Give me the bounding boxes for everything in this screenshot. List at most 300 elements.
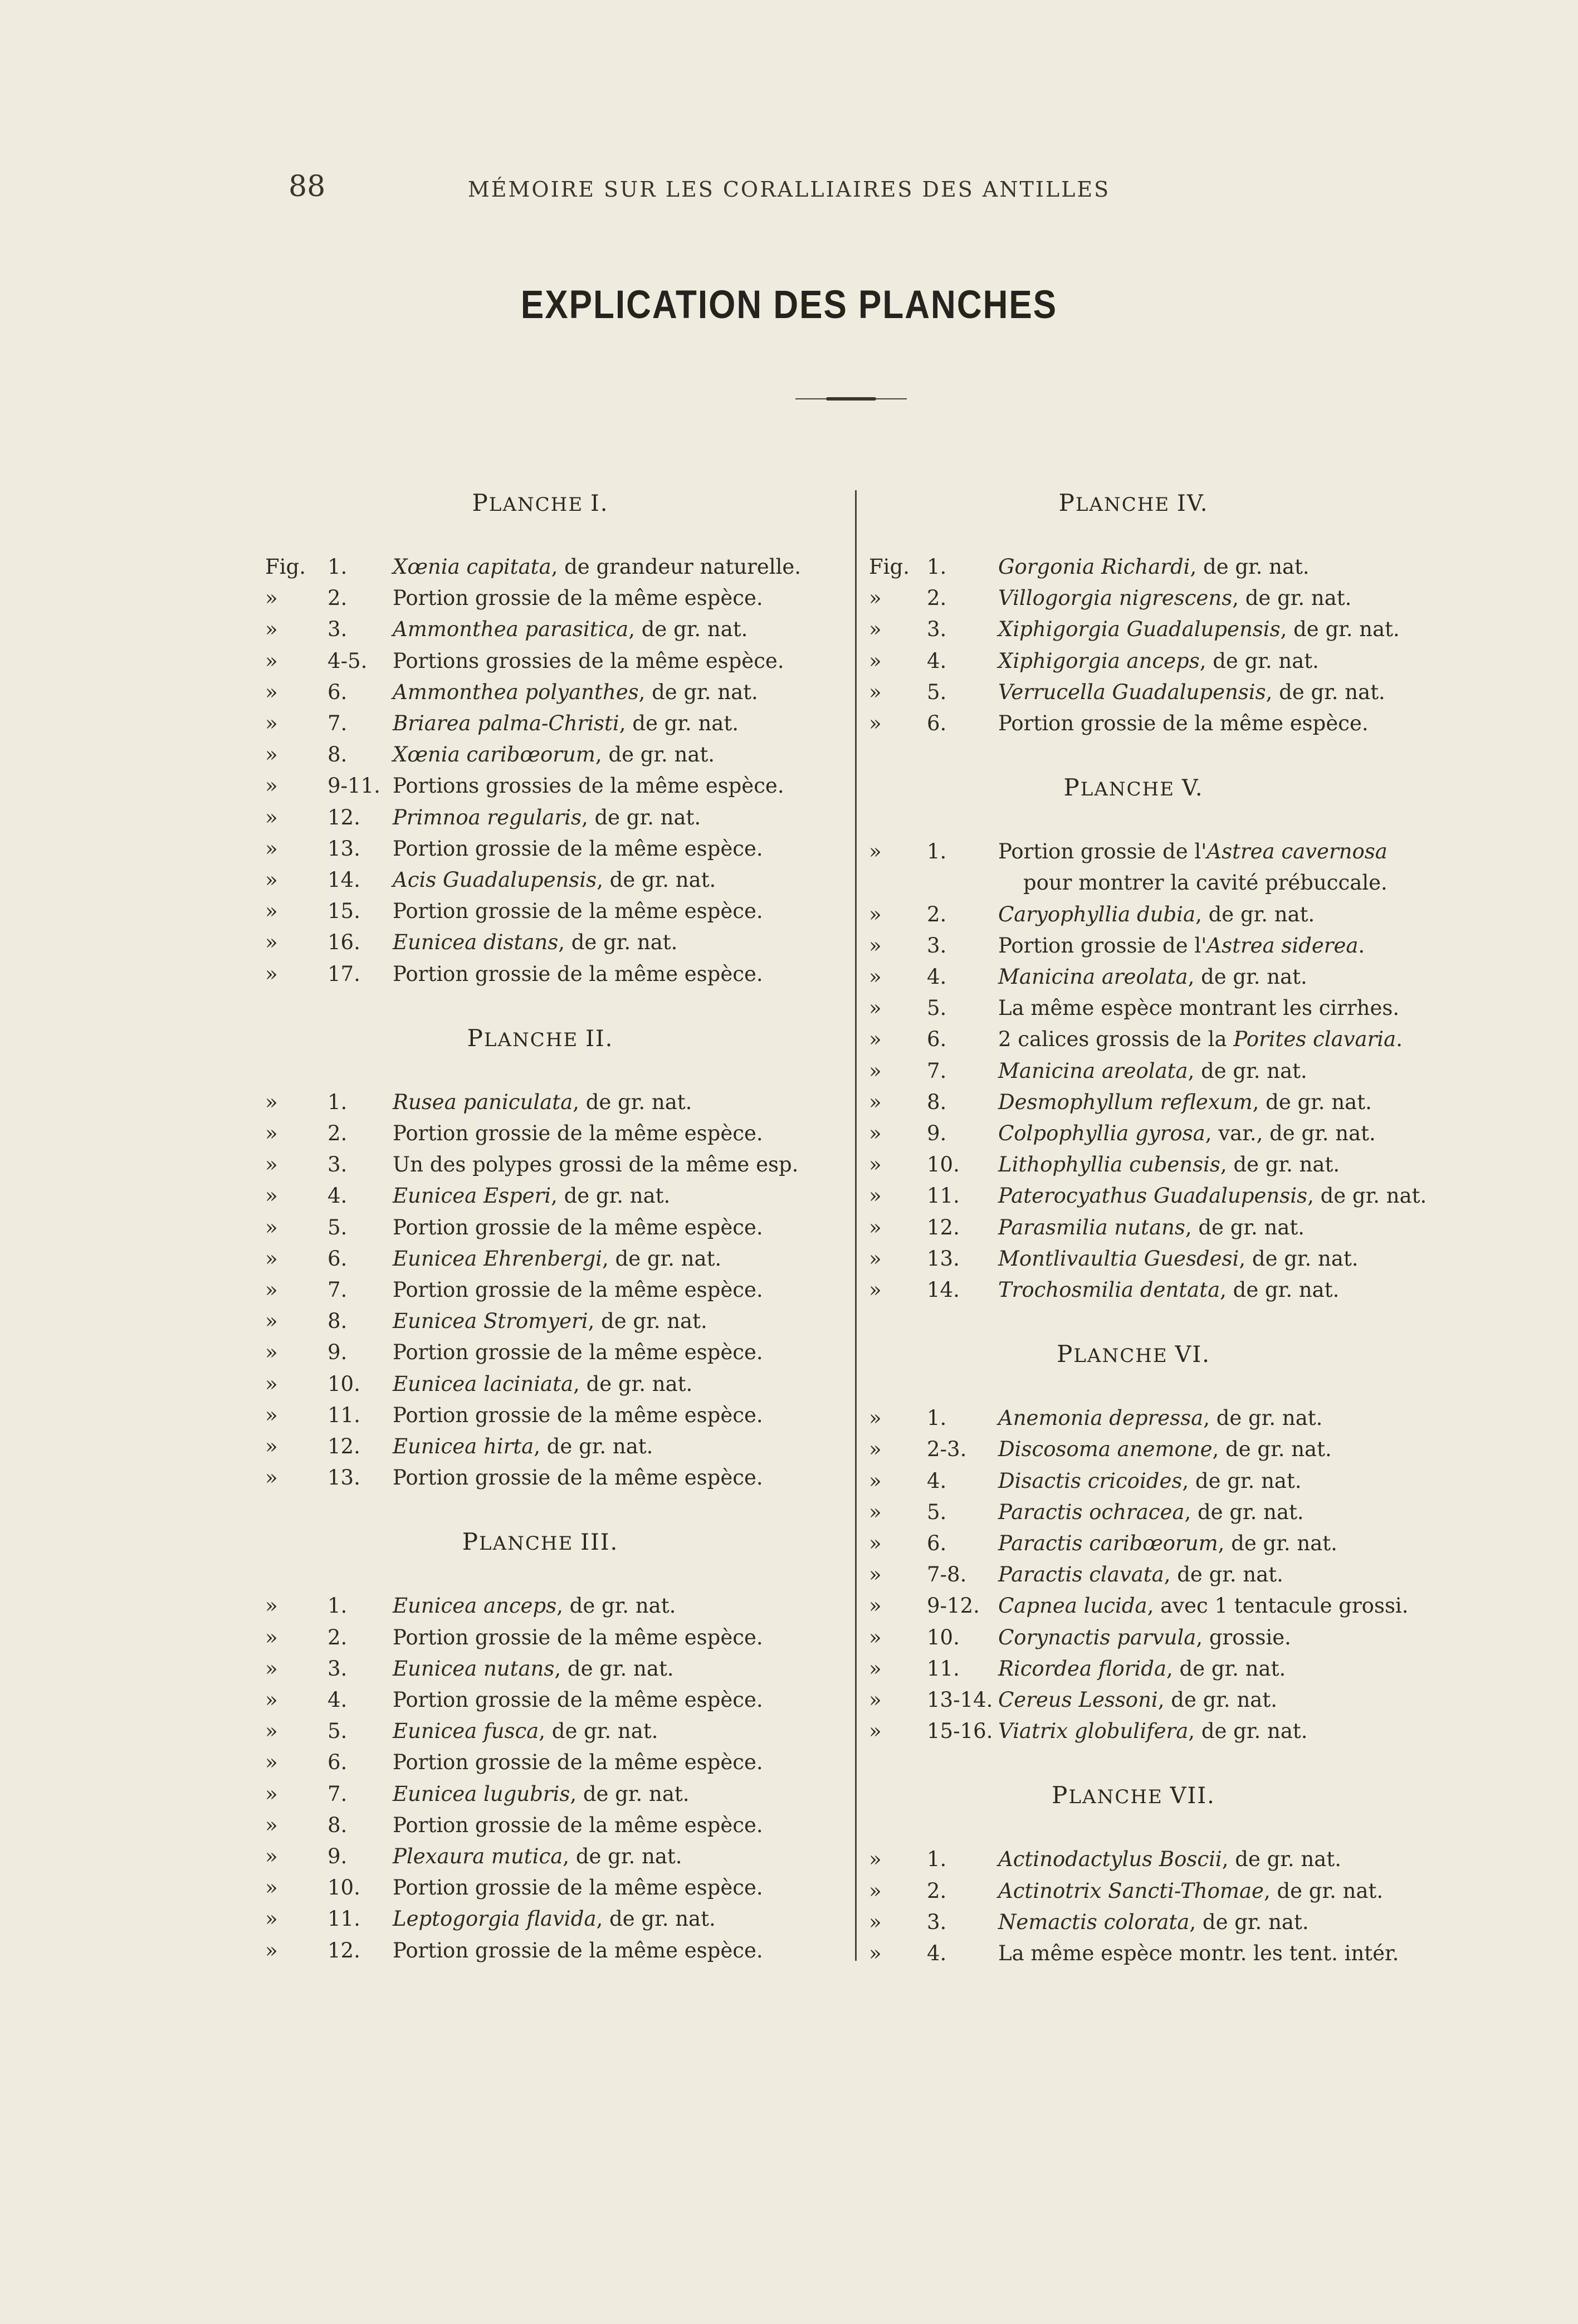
- figure-description: [998, 899, 1315, 930]
- figure-number: 6.: [927, 1531, 947, 1555]
- description-text: , de gr. nat.: [628, 617, 748, 642]
- figure-description: [393, 583, 763, 614]
- figure-number: 2.: [328, 1121, 348, 1145]
- description-text: , de gr. nat.: [595, 743, 715, 767]
- figure-number: 2.: [927, 1878, 947, 1903]
- figure-marker: »: [869, 680, 882, 704]
- species-name: Eunicea nutans: [393, 1656, 555, 1681]
- figure-entry: [266, 551, 840, 583]
- figure-description: [393, 1118, 763, 1149]
- figure-number: 1.: [328, 1090, 348, 1114]
- species-name: Eunicea lugubris: [393, 1781, 570, 1806]
- description-text: , de gr. nat.: [1252, 1090, 1372, 1114]
- figure-number: 14.: [927, 1278, 960, 1302]
- figure-number: 6.: [328, 680, 348, 704]
- plate-heading-initial: P: [467, 1024, 484, 1052]
- figure-description: [393, 1431, 653, 1462]
- figure-description: [998, 677, 1385, 708]
- figure-number: 4.: [927, 648, 947, 673]
- species-name: Leptogorgia flavida: [393, 1907, 597, 1931]
- figure-description: [998, 1024, 1403, 1055]
- figure-number: 5.: [927, 680, 947, 704]
- figure-number: 2.: [927, 586, 947, 611]
- figure-number: 7.: [927, 1058, 947, 1083]
- description-text: , de gr. nat.: [1182, 1468, 1302, 1493]
- description-text: , de gr. nat.: [573, 1090, 692, 1114]
- description-text: Un des polypes grossi de la même esp.: [393, 1153, 799, 1177]
- figure-number: 17.: [328, 961, 360, 986]
- figure-marker: »: [265, 1750, 278, 1775]
- species-name: Eunicea Stromyeri: [393, 1309, 588, 1334]
- figure-description: [393, 1590, 676, 1622]
- figure-marker: »: [869, 1153, 882, 1177]
- figure-description: [393, 1810, 763, 1841]
- figure-number: 5.: [328, 1719, 348, 1744]
- figure-entry: [870, 708, 1444, 739]
- description-text: , de gr. nat.: [619, 711, 739, 735]
- figure-description: [393, 646, 784, 677]
- figure-number: 5.: [328, 1215, 348, 1239]
- species-name: Villogorgia nigrescens: [998, 586, 1233, 611]
- figure-entry: [266, 1462, 840, 1493]
- figure-entry: [266, 614, 840, 645]
- plate-heading: [883, 489, 1384, 516]
- figure-number: 12.: [328, 1938, 360, 1962]
- description-text: Portion grossie de la même espèce.: [393, 1876, 763, 1900]
- figure-description: [393, 739, 715, 770]
- species-name: Xiphigorgia Guadalupensis: [998, 617, 1281, 642]
- species-name: Porites clavaria: [1233, 1027, 1396, 1052]
- description-text: , de gr. nat.: [596, 1907, 716, 1931]
- figure-marker: »: [265, 648, 278, 673]
- figure-marker: »: [265, 1403, 278, 1427]
- figure-number: 7-8.: [927, 1563, 967, 1587]
- figure-entry: [870, 1528, 1444, 1559]
- species-name: Paterocyathus Guadalupensis: [998, 1184, 1308, 1208]
- figure-entry: [870, 1024, 1444, 1055]
- figure-marker: »: [869, 996, 882, 1021]
- figure-marker: »: [869, 1246, 882, 1271]
- figure-marker: »: [265, 1090, 278, 1114]
- species-name: Actinodactylus Boscii: [998, 1847, 1222, 1872]
- figure-marker: »: [869, 586, 882, 611]
- figure-number: 15.: [328, 899, 360, 924]
- figure-description: [393, 1841, 682, 1872]
- species-name: Eunicea anceps: [393, 1594, 557, 1618]
- figure-description: [998, 1528, 1337, 1559]
- figure-description: [998, 1275, 1339, 1306]
- figure-number: 3.: [927, 1910, 947, 1934]
- figure-entry: [870, 1212, 1444, 1243]
- figure-marker: »: [869, 1847, 882, 1872]
- figure-marker: »: [265, 1938, 278, 1962]
- figure-description: [393, 1716, 658, 1747]
- figure-entry: [870, 1716, 1444, 1747]
- description-text: , de gr. nat.: [588, 1309, 707, 1334]
- figure-marker: »: [869, 1027, 882, 1052]
- figure-number: 13.: [328, 1466, 360, 1490]
- figure-number: 13-14.: [927, 1688, 993, 1712]
- species-name: Anemonia depressa: [998, 1406, 1204, 1430]
- figure-entry: [870, 1938, 1444, 1969]
- plate-heading: [883, 774, 1384, 801]
- figure-entry: [870, 1844, 1444, 1875]
- figure-description: [393, 1180, 670, 1212]
- figure-description: [393, 896, 763, 927]
- description-text: Portion grossie de la même espèce.: [393, 1215, 763, 1239]
- description-text: Portion grossie de la même espèce.: [393, 836, 763, 861]
- figure-entry: [870, 1622, 1444, 1653]
- plate-heading-number: VII.: [1170, 1783, 1215, 1809]
- figure-number: 3.: [927, 933, 947, 958]
- figure-description: [393, 1685, 763, 1716]
- description-text: , de gr. nat.: [539, 1719, 658, 1744]
- figure-marker: »: [265, 1781, 278, 1806]
- description-text: , de gr. nat.: [1218, 1531, 1337, 1555]
- figure-number: 3.: [927, 617, 947, 642]
- figure-description: [393, 1243, 721, 1275]
- figure-number: 15-16.: [927, 1719, 993, 1744]
- figure-entry: [266, 1810, 840, 1841]
- figure-marker: »: [265, 1466, 278, 1490]
- description-prefix: Portion grossie de l': [998, 839, 1207, 864]
- description-text: Portion grossie de la même espèce.: [393, 1121, 763, 1145]
- plate-heading-initial: P: [1052, 1781, 1069, 1809]
- figure-description-continuation: pour montrer la cavité prébuccale.: [1023, 871, 1388, 895]
- description-text: , grossie.: [1196, 1625, 1291, 1649]
- description-text: , de gr. nat.: [1184, 1500, 1304, 1524]
- figure-description: [998, 1876, 1383, 1907]
- figure-marker: »: [265, 1656, 278, 1681]
- plate-heading-word: LANCHE: [1073, 1345, 1168, 1368]
- figure-description: [393, 802, 701, 833]
- description-text: Portion grossie de la même espèce.: [393, 1750, 763, 1775]
- figure-number: 6.: [328, 1246, 348, 1271]
- species-name: Gorgonia Richardi: [998, 555, 1190, 579]
- description-prefix: Portion grossie de l': [998, 933, 1207, 958]
- species-name: Plexaura mutica: [393, 1844, 563, 1868]
- figure-description: [393, 833, 763, 865]
- species-name: Corynactis parvula: [998, 1625, 1196, 1649]
- species-name: Paractis caribœorum: [998, 1531, 1218, 1555]
- figure-entry: [870, 1466, 1444, 1497]
- species-name: Briarea palma-Christi: [393, 711, 619, 735]
- figure-marker: »: [265, 1278, 278, 1302]
- description-text: , de gr. nat.: [1188, 1058, 1307, 1083]
- figure-entry: [266, 739, 840, 770]
- plate-heading-word: LANCHE: [483, 1028, 579, 1051]
- figure-marker: »: [869, 1688, 882, 1712]
- running-title: MÉMOIRE SUR LES CORALLIAIRES DES ANTILLES: [467, 177, 1111, 202]
- species-name: Ammonthea polyanthes: [393, 680, 639, 704]
- figure-entry: [266, 1747, 840, 1778]
- species-name: Eunicea Ehrenbergi: [393, 1246, 602, 1271]
- plate-heading: [290, 1528, 791, 1555]
- figure-description: [998, 1149, 1340, 1180]
- figure-description: [998, 1243, 1359, 1275]
- species-name: Colpophyllia gyrosa: [998, 1121, 1205, 1145]
- description-text: , de gr. nat.: [570, 1781, 690, 1806]
- figure-number: 3.: [328, 1656, 348, 1681]
- figure-entry: [266, 1400, 840, 1431]
- figure-number: 7.: [328, 1278, 348, 1302]
- description-text: , de gr. nat.: [1212, 1437, 1332, 1462]
- plate-heading: [883, 1781, 1384, 1809]
- figure-marker: »: [869, 1090, 882, 1114]
- figure-number: 10.: [927, 1625, 960, 1649]
- species-name: Manicina areolata: [998, 1058, 1188, 1083]
- figure-description: [393, 551, 801, 583]
- figure-description: [998, 1403, 1322, 1434]
- figure-marker: »: [265, 743, 278, 767]
- figure-entry: [266, 770, 840, 802]
- figure-entry: [870, 646, 1444, 677]
- description-prefix: 2 calices grossis de la: [998, 1027, 1234, 1052]
- figure-description: [998, 1716, 1308, 1747]
- figure-number: 4.: [927, 965, 947, 989]
- description-text: , de gr. nat.: [1164, 1563, 1283, 1587]
- description-text: , de gr. nat.: [1157, 1688, 1277, 1712]
- figure-description: [393, 1369, 692, 1400]
- figure-marker: »: [265, 1876, 278, 1900]
- figure-number: 10.: [328, 1876, 360, 1900]
- figure-description: [393, 1903, 716, 1935]
- figure-description: [998, 930, 1365, 961]
- plate-heading-initial: P: [1057, 1340, 1074, 1368]
- figure-marker: »: [265, 836, 278, 861]
- figure-description: [393, 1935, 763, 1966]
- figure-number: 9-12.: [927, 1594, 980, 1618]
- description-text: , de gr. nat.: [1307, 1184, 1427, 1208]
- figure-number: 2.: [328, 1625, 348, 1649]
- figure-marker: »: [265, 1184, 278, 1208]
- description-text: , de gr. nat.: [1280, 617, 1400, 642]
- description-text: .: [1396, 1027, 1403, 1052]
- species-name: Eunicea distans: [393, 930, 559, 955]
- description-text: , de gr. nat.: [1199, 648, 1319, 673]
- species-name: Verrucella Guadalupensis: [998, 680, 1266, 704]
- figure-entry: [266, 1118, 840, 1149]
- figure-description: [998, 1466, 1302, 1497]
- figure-marker: »: [265, 1907, 278, 1931]
- description-text: Portion grossie de la même espèce.: [393, 586, 763, 611]
- description-text: , avec 1 tentacule grossi.: [1147, 1594, 1409, 1618]
- description-text: , de gr. nat.: [1195, 902, 1315, 926]
- description-text: Portion grossie de la même espèce.: [393, 1403, 763, 1427]
- figure-entry: [266, 1369, 840, 1400]
- species-name: Montlivaultia Guesdesi: [998, 1246, 1239, 1271]
- species-name: Capnea lucida: [998, 1594, 1147, 1618]
- figure-marker: »: [265, 617, 278, 642]
- plate-heading-number: II.: [585, 1026, 614, 1052]
- description-text: , de gr. nat.: [1185, 1215, 1305, 1239]
- figure-description: [393, 1212, 763, 1243]
- figure-description: [998, 1907, 1309, 1938]
- figure-description: [393, 1653, 674, 1685]
- figure-entry: [870, 930, 1444, 961]
- figure-entry: [870, 993, 1444, 1024]
- figure-number: 9.: [927, 1121, 947, 1145]
- plate-heading-initial: P: [1063, 774, 1081, 802]
- figure-description: [998, 1497, 1304, 1528]
- figure-entry: [870, 1434, 1444, 1465]
- figure-number: 4.: [328, 1688, 348, 1712]
- description-text: , de gr. nat.: [1220, 1278, 1340, 1302]
- main-title: EXPLICATION DES PLANCHES: [520, 282, 1058, 328]
- species-name: Disactis cricoides: [998, 1468, 1183, 1493]
- figure-entry: [870, 1243, 1444, 1275]
- species-name: Parasmilia nutans: [998, 1215, 1185, 1239]
- figure-marker: »: [265, 774, 278, 798]
- description-text: Portions grossies de la même espèce.: [393, 648, 784, 673]
- figure-number: 1.: [927, 839, 947, 864]
- figure-marker: »: [265, 961, 278, 986]
- figure-entry: [870, 1876, 1444, 1907]
- figure-marker: »: [265, 868, 278, 892]
- figure-description: [998, 1434, 1332, 1465]
- figure-marker: »: [265, 1434, 278, 1458]
- figure-description: [998, 1087, 1372, 1118]
- figure-entry: [870, 614, 1444, 645]
- figure-marker: »: [869, 1184, 882, 1208]
- figure-entry: [870, 677, 1444, 708]
- figure-description: [393, 1872, 763, 1903]
- plate-heading-word: LANCHE: [1080, 778, 1175, 801]
- plate-heading-number: V.: [1181, 775, 1204, 802]
- figure-marker: »: [869, 1531, 882, 1555]
- figure-number: 1.: [328, 555, 348, 579]
- figure-entry: [870, 1056, 1444, 1087]
- figure-number: 3.: [328, 617, 348, 642]
- plate-heading: [883, 1340, 1384, 1368]
- description-text: , de gr. nat.: [1190, 555, 1310, 579]
- species-name: Ammonthea parasitica: [393, 617, 629, 642]
- description-text: Portion grossie de la même espèce.: [393, 899, 763, 924]
- figure-entry: [266, 927, 840, 958]
- figure-marker: »: [869, 711, 882, 735]
- figure-marker: »: [265, 711, 278, 735]
- description-text: Portion grossie de la même espèce.: [393, 1466, 763, 1490]
- figure-description: [393, 927, 677, 958]
- figure-marker: »: [869, 1941, 882, 1965]
- figure-marker: »: [869, 902, 882, 926]
- species-name: Ricordea florida: [998, 1656, 1166, 1681]
- figure-marker: »: [869, 1058, 882, 1083]
- figure-marker: »: [265, 1844, 278, 1868]
- figure-description: [998, 708, 1369, 739]
- figure-entry: [266, 677, 840, 708]
- species-name: Viatrix globulifera: [998, 1719, 1189, 1744]
- figure-description: [998, 1180, 1426, 1212]
- figure-marker: »: [265, 1813, 278, 1837]
- figure-marker: »: [869, 617, 882, 642]
- figure-number: 16.: [328, 930, 360, 955]
- figure-entry: [870, 1149, 1444, 1180]
- plate-heading-word: LANCHE: [488, 494, 584, 516]
- figure-entry: [870, 583, 1444, 614]
- figure-number: 8.: [328, 743, 348, 767]
- figure-description: [393, 1779, 690, 1810]
- figure-marker: »: [265, 1215, 278, 1239]
- figure-entry: [870, 1497, 1444, 1528]
- plate-heading-word: LANCHE: [1068, 1786, 1163, 1809]
- figure-description: [393, 770, 784, 802]
- figure-description: [998, 1118, 1376, 1149]
- description-text: .: [1358, 933, 1365, 958]
- figure-marker: »: [869, 1563, 882, 1587]
- plate-heading-word: LANCHE: [1075, 494, 1170, 516]
- species-name: Eunicea Esperi: [393, 1184, 551, 1208]
- species-name: Desmophyllum reflexum: [998, 1090, 1253, 1114]
- figure-number: 8.: [328, 1309, 348, 1334]
- plate-heading-initial: P: [1058, 489, 1076, 516]
- description-text: Portion grossie de la même espèce.: [393, 1278, 763, 1302]
- description-text: , de gr. nat.: [556, 1594, 676, 1618]
- description-text: , de gr. nat.: [1222, 1847, 1341, 1872]
- figure-number: 9.: [328, 1844, 348, 1868]
- species-name: Astrea siderea: [1206, 933, 1359, 958]
- figure-number: 13.: [328, 836, 360, 861]
- figure-marker: »: [265, 586, 278, 611]
- figure-number: 2.: [927, 902, 947, 926]
- species-name: Lithophyllia cubensis: [998, 1153, 1220, 1177]
- figure-number: 9-11.: [328, 774, 380, 798]
- figure-description: [393, 1149, 798, 1180]
- figure-number: 11.: [328, 1907, 360, 1931]
- figure-entry: [266, 1212, 840, 1243]
- figure-number: 8.: [927, 1090, 947, 1114]
- figure-description: [998, 1590, 1409, 1622]
- figure-description: [393, 1747, 763, 1778]
- description-text: , de gr. nat.: [573, 1371, 693, 1396]
- figure-entry: [266, 1903, 840, 1935]
- figure-marker: »: [869, 1121, 882, 1145]
- figure-entry: [266, 1431, 840, 1462]
- figure-entry: [266, 1087, 840, 1118]
- figure-number: 4.: [927, 1468, 947, 1493]
- description-text: , de grandeur naturelle.: [551, 555, 802, 579]
- figure-description: [393, 677, 758, 708]
- figure-entry: [266, 1653, 840, 1685]
- species-name: Manicina areolata: [998, 965, 1188, 989]
- figure-number: 1.: [927, 1406, 947, 1430]
- figure-entry: [266, 646, 840, 677]
- figure-number: 6.: [927, 711, 947, 735]
- plate-heading-number: III.: [580, 1530, 619, 1556]
- figure-number: 3.: [328, 1153, 348, 1177]
- figure-description: [998, 614, 1400, 645]
- description-text: , de gr. nat.: [581, 805, 701, 829]
- species-name: Xiphigorgia anceps: [998, 648, 1200, 673]
- figure-entry: [870, 1087, 1444, 1118]
- plate-heading-number: I.: [590, 491, 609, 516]
- description-text: , de gr. nat.: [1166, 1656, 1286, 1681]
- figure-entry: [870, 961, 1444, 993]
- figure-marker: »: [869, 1656, 882, 1681]
- figure-marker: »: [265, 1594, 278, 1618]
- figure-entry: [870, 899, 1444, 930]
- figure-description: [393, 1400, 763, 1431]
- figure-marker: »: [869, 1719, 882, 1744]
- figure-entry: [266, 1275, 840, 1306]
- description-text: , de gr. nat.: [1232, 586, 1352, 611]
- species-name: Astrea cavernosa: [1206, 839, 1388, 864]
- figure-number: 1.: [927, 555, 947, 579]
- figure-number: 6.: [927, 1027, 947, 1052]
- species-name: Paractis ochracea: [998, 1500, 1185, 1524]
- figure-description: [998, 646, 1319, 677]
- description-text: Portions grossies de la même espèce.: [393, 774, 784, 798]
